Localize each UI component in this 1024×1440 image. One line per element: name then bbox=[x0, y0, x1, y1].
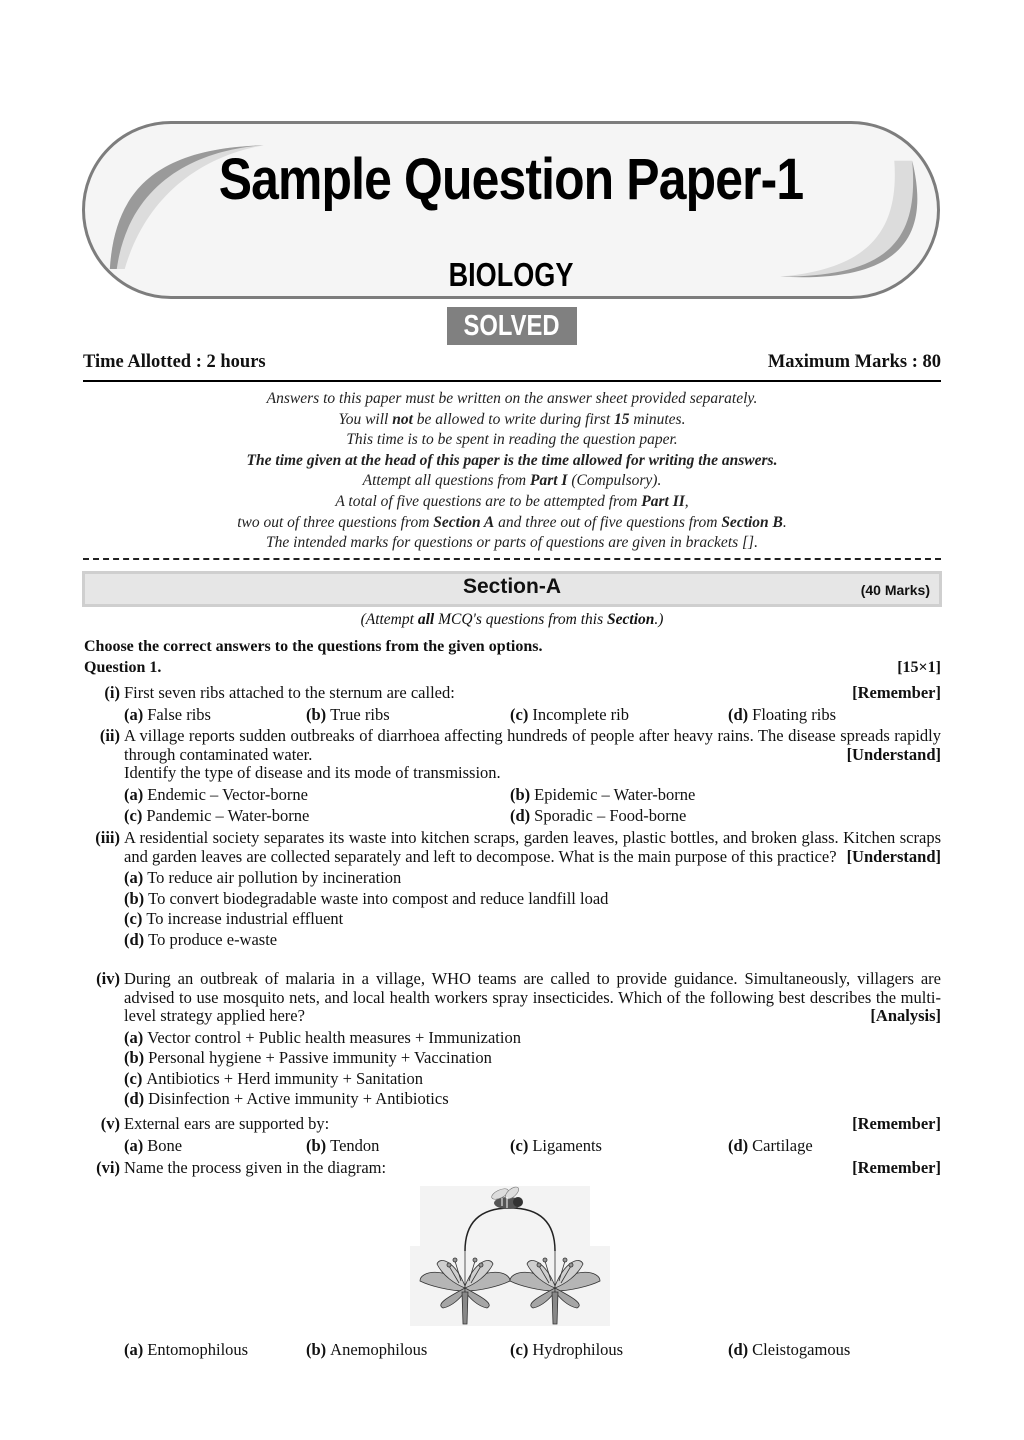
item-text: External ears are supported by: bbox=[124, 1114, 330, 1133]
option-d[interactable] bbox=[124, 931, 941, 952]
option-text: To reduce air pollution by incineration bbox=[147, 868, 402, 887]
option-key: (c) bbox=[510, 1340, 529, 1359]
item-text: During an outbreak of malaria in a village, WHO teams are called to provide guidance. Simultaneously, villagers are advised to use mosquito nets, and local health workers spray insecticides. Which of the following best describes the multi-level strategy applied here? bbox=[124, 969, 941, 1025]
option-text: Antibiotics + Herd immunity + Sanitation bbox=[146, 1068, 423, 1088]
text-run: Attempt all questions from bbox=[362, 472, 530, 490]
option-b[interactable] bbox=[306, 1137, 379, 1156]
options-row bbox=[124, 706, 941, 727]
option-key: (b) bbox=[306, 704, 327, 724]
question-item bbox=[84, 970, 941, 1111]
option-key: (c) bbox=[510, 1135, 529, 1155]
emphasis-text: The time given at the head of this paper is the time allowed for writing the answers. bbox=[246, 451, 778, 469]
option-key: (a) bbox=[124, 704, 144, 724]
option-text: Pandemic – Water-borne bbox=[146, 805, 310, 825]
option-text: Cleistogamous bbox=[752, 1340, 851, 1359]
options-row bbox=[124, 807, 941, 828]
time-allotted: Time Allotted : 2 hours bbox=[83, 352, 266, 372]
solved-badge bbox=[447, 307, 577, 345]
title-banner bbox=[82, 121, 940, 299]
option-text: True ribs bbox=[330, 704, 390, 724]
text-run: Answers to this paper must be written on the answer sheet provided separately. bbox=[266, 390, 758, 407]
question-item bbox=[84, 1115, 941, 1158]
item-text: First seven ribs attached to the sternum are called: bbox=[124, 683, 455, 702]
option-a[interactable] bbox=[124, 869, 941, 890]
section-title: Section-A bbox=[462, 575, 561, 598]
choose-instruction: Choose the correct answers to the questions from the given options. bbox=[84, 638, 543, 655]
option-b[interactable] bbox=[124, 1049, 941, 1070]
dashed-divider bbox=[83, 558, 941, 560]
cognitive-level: [Remember] bbox=[852, 683, 941, 702]
option-b[interactable] bbox=[306, 1341, 427, 1360]
item-number: (vi) bbox=[96, 1158, 120, 1177]
option-key: (c) bbox=[510, 704, 529, 724]
option-key: (d) bbox=[124, 929, 145, 949]
instruction-line bbox=[83, 430, 941, 451]
paper-meta-row bbox=[83, 352, 941, 376]
option-text: Anemophilous bbox=[330, 1340, 428, 1359]
option-c[interactable] bbox=[510, 1137, 602, 1156]
emphasis-text: all bbox=[417, 611, 435, 628]
option-text: Entomophilous bbox=[147, 1340, 249, 1359]
option-d[interactable] bbox=[124, 1090, 941, 1111]
option-b[interactable] bbox=[306, 706, 390, 725]
option-c[interactable] bbox=[510, 706, 629, 725]
option-key: (a) bbox=[124, 1027, 144, 1047]
option-text: To produce e-waste bbox=[148, 929, 278, 949]
option-key: (c) bbox=[124, 909, 143, 928]
option-c[interactable] bbox=[124, 807, 309, 826]
option-key: (a) bbox=[124, 1135, 144, 1155]
item-text: A village reports sudden outbreaks of diarrhoea affecting hundreds of people after heavy rains. The disease spreads rapidly through contaminated water. bbox=[124, 726, 941, 764]
option-b[interactable] bbox=[510, 786, 695, 805]
option-key: (c) bbox=[124, 1068, 143, 1088]
option-a[interactable] bbox=[124, 786, 308, 805]
text-run: be allowed to write during first bbox=[412, 410, 614, 428]
instruction-line bbox=[83, 389, 941, 410]
text-run: and three out of five questions from bbox=[494, 513, 722, 531]
instruction-line bbox=[83, 471, 941, 492]
option-text: Tendon bbox=[330, 1135, 380, 1155]
emphasis-text: Section B bbox=[721, 513, 783, 531]
emphasis-text: not bbox=[392, 410, 413, 428]
option-key: (d) bbox=[124, 1089, 145, 1108]
option-key: (d) bbox=[510, 805, 531, 825]
option-text: Ligaments bbox=[532, 1135, 602, 1155]
question-item bbox=[84, 829, 941, 951]
option-d[interactable] bbox=[728, 706, 836, 725]
option-d[interactable] bbox=[728, 1341, 850, 1360]
question-marks: [15×1] bbox=[897, 659, 941, 676]
option-text: Hydrophilous bbox=[532, 1340, 624, 1359]
item-number: (v) bbox=[100, 1114, 120, 1133]
paper-title: Sample Question Paper-1 bbox=[218, 147, 804, 212]
emphasis-text: Part II bbox=[641, 492, 685, 510]
text-run: This time is to be spent in reading the question paper. bbox=[346, 431, 678, 449]
option-text: Incomplete rib bbox=[532, 704, 629, 724]
option-text: False ribs bbox=[147, 704, 211, 724]
text-run: minutes. bbox=[629, 410, 686, 428]
option-key: (a) bbox=[124, 1340, 144, 1359]
text-run: A total of five questions are to be attempted from bbox=[335, 492, 642, 510]
cognitive-level: [Understand] bbox=[846, 846, 941, 866]
general-instructions bbox=[83, 389, 941, 554]
cognitive-level: [Remember] bbox=[852, 1158, 941, 1177]
cognitive-level: [Analysis] bbox=[870, 1006, 941, 1025]
emphasis-text: Section bbox=[607, 611, 655, 628]
question-label: Question 1. bbox=[84, 659, 162, 676]
item-text: Name the process given in the diagram: bbox=[124, 1158, 387, 1177]
emphasis-text: Section A bbox=[433, 513, 495, 531]
option-text: Disinfection + Active immunity + Antibiotics bbox=[148, 1089, 449, 1108]
option-c[interactable] bbox=[510, 1341, 623, 1360]
item-subtext: Identify the type of disease and its mode of transmission. bbox=[124, 763, 501, 782]
option-key: (c) bbox=[124, 805, 143, 825]
subject-title: BIOLOGY bbox=[448, 256, 574, 293]
option-key: (b) bbox=[510, 784, 531, 804]
emphasis-text: Part I bbox=[530, 472, 568, 490]
instruction-line bbox=[83, 513, 941, 534]
question-item bbox=[84, 1159, 941, 1178]
solved-badge-label: SOLVED bbox=[463, 310, 561, 342]
option-c[interactable] bbox=[124, 910, 941, 931]
option-text: Vector control + Public health measures + Immunization bbox=[147, 1027, 521, 1047]
option-a[interactable] bbox=[124, 1029, 941, 1050]
item-number: (iv) bbox=[96, 969, 120, 988]
bee-and-flowers-icon bbox=[410, 1186, 610, 1326]
option-text: Cartilage bbox=[752, 1135, 813, 1155]
emphasis-text: 15 bbox=[614, 410, 630, 428]
section-note bbox=[83, 611, 941, 629]
instruction-line bbox=[83, 451, 941, 472]
text-run: . bbox=[782, 513, 787, 531]
option-key: (d) bbox=[728, 1135, 749, 1155]
text-run: (Attempt bbox=[360, 611, 418, 628]
option-d[interactable] bbox=[728, 1137, 813, 1156]
option-text: Epidemic – Water-borne bbox=[534, 784, 696, 804]
question-1-heading bbox=[84, 659, 941, 677]
option-key: (a) bbox=[124, 868, 144, 887]
text-run: MCQ's questions from this bbox=[434, 611, 608, 628]
option-c[interactable] bbox=[124, 1070, 941, 1091]
option-text: Personal hygiene + Passive immunity + Vaccination bbox=[148, 1048, 492, 1067]
text-run: .) bbox=[654, 611, 664, 628]
option-text: Sporadic – Food-borne bbox=[534, 805, 687, 825]
maximum-marks: Maximum Marks : 80 bbox=[767, 352, 941, 372]
item-text: A residential society separates its waste into kitchen scraps, garden leaves, plastic bottles, and broken glass. Kitchen scraps and garden leaves are collected separately and left to decompose. What is the main purpose of this practice? bbox=[124, 828, 941, 866]
meta-divider bbox=[83, 380, 941, 382]
section-marks: (40 Marks) bbox=[860, 582, 930, 598]
option-key: (b) bbox=[124, 1048, 145, 1067]
option-d[interactable] bbox=[510, 807, 686, 826]
item-number: (iii) bbox=[95, 828, 120, 847]
option-key: (b) bbox=[306, 1340, 327, 1359]
option-key: (b) bbox=[124, 888, 145, 908]
option-a[interactable] bbox=[124, 706, 211, 725]
option-key: (d) bbox=[728, 1340, 749, 1359]
item-number: (ii) bbox=[99, 726, 120, 745]
instruction-line bbox=[83, 533, 941, 554]
section-header-bar bbox=[82, 571, 942, 607]
option-key: (a) bbox=[124, 784, 144, 804]
option-text: Endemic – Vector-borne bbox=[147, 784, 308, 804]
text-run: two out of three questions from bbox=[237, 513, 434, 531]
cognitive-level: [Understand] bbox=[846, 744, 941, 764]
option-a[interactable] bbox=[124, 1341, 248, 1360]
cognitive-level: [Remember] bbox=[852, 1114, 941, 1133]
instruction-line bbox=[83, 410, 941, 431]
item-number: (i) bbox=[104, 683, 120, 702]
instruction-line bbox=[83, 492, 941, 513]
pollination-diagram bbox=[410, 1186, 610, 1326]
options-row bbox=[124, 786, 941, 807]
option-key: (d) bbox=[728, 704, 749, 724]
option-text: To increase industrial effluent bbox=[146, 909, 344, 928]
text-run: (Compulsory). bbox=[567, 472, 662, 490]
option-b[interactable] bbox=[124, 890, 941, 911]
option-a[interactable] bbox=[124, 1137, 182, 1156]
option-text: To convert biodegradable waste into compost and reduce landfill load bbox=[148, 888, 609, 908]
text-run: , bbox=[684, 492, 689, 510]
option-text: Floating ribs bbox=[752, 704, 837, 724]
option-key: (b) bbox=[306, 1135, 327, 1155]
text-run: You will bbox=[338, 410, 393, 428]
options-row bbox=[124, 1341, 941, 1362]
question-item bbox=[84, 727, 941, 828]
option-text: Bone bbox=[147, 1135, 183, 1155]
question-item-options bbox=[84, 1341, 941, 1362]
text-run: The intended marks for questions or parts of questions are given in brackets []. bbox=[266, 534, 758, 552]
options-row bbox=[124, 1137, 941, 1158]
question-item bbox=[84, 684, 941, 727]
